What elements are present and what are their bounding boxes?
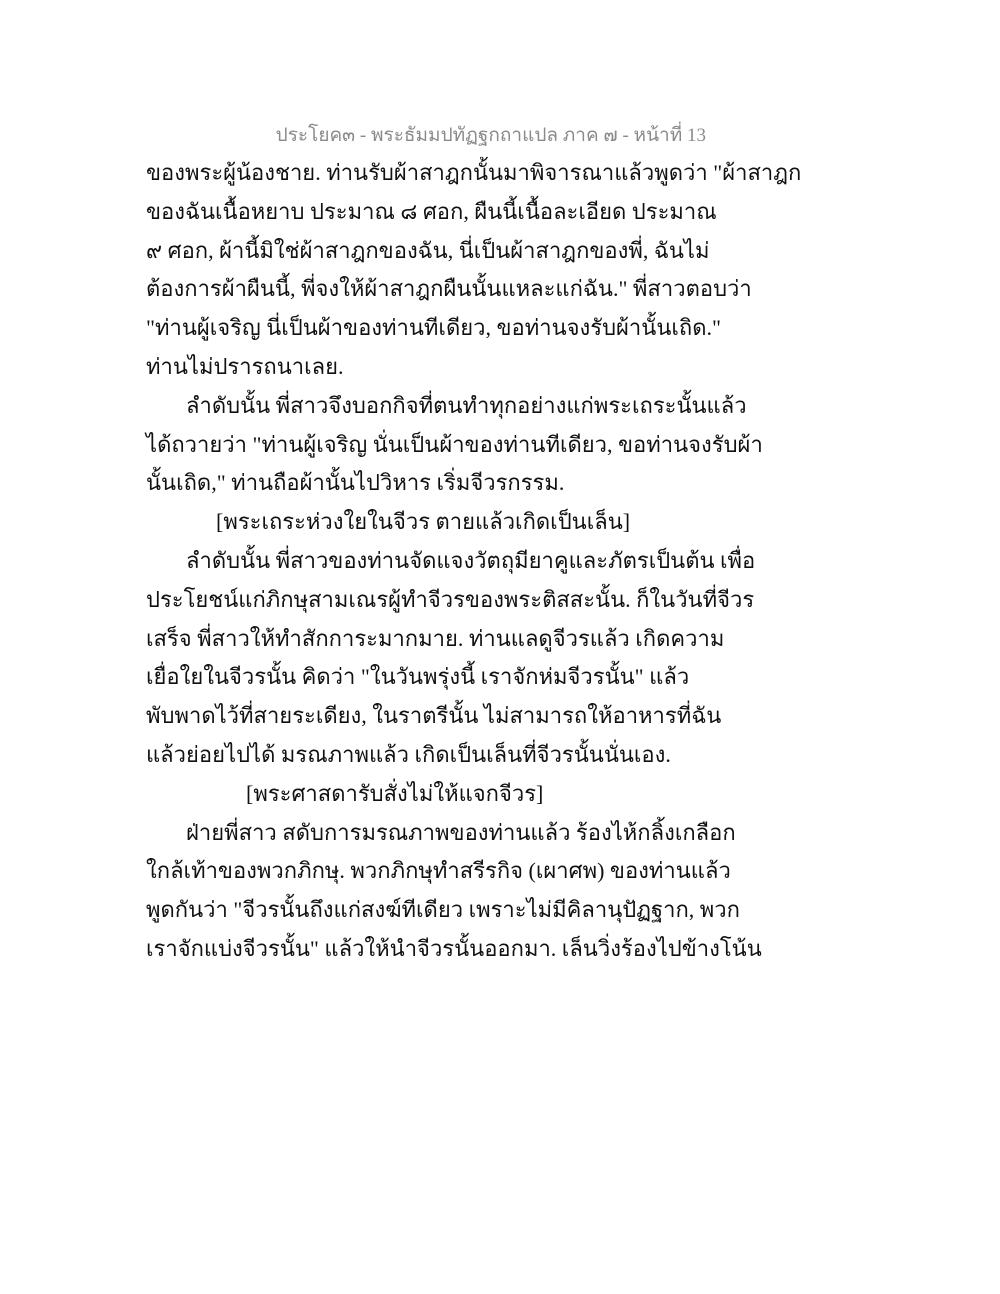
text-line: ของพระผู้น้องชาย. ท่านรับผ้าสาฎกนั้นมาพิจารณาแล้วพูดว่า "ผ้าสาฎก — [146, 160, 802, 185]
text-line: เยื่อใยในจีวรนั้น คิดว่า "ในวันพรุ่งนี้ เราจักห่มจีวรนั้น" แล้ว — [146, 664, 690, 690]
section-heading: [พระศาสดารับสั่งไม่ให้แจกจีวร] — [246, 780, 544, 806]
text-line: เสร็จ พี่สาวให้ทำสักการะมากมาย. ท่านแลดูจีวรแล้ว เกิดความ — [146, 625, 725, 651]
text-line: ลำดับนั้น พี่สาวของท่านจัดแจงวัตถุมียาคูและภัตรเป็นต้น เพื่อ — [186, 547, 756, 573]
text-line: นั้นเถิด," ท่านถือผ้านั้นไปวิหาร เริ่มจีวรกรรม. — [146, 470, 565, 496]
text-line: พูดกันว่า "จีวรนั้นถึงแก่สงฆ์ทีเดียว เพราะไม่มีคิลานุปัฏฐาก, พวก — [146, 897, 740, 923]
section-heading: [พระเถระห่วงใยในจีวร ตายแล้วเกิดเป็นเล็น] — [216, 509, 631, 535]
text-line: ต้องการผ้าผืนนี้, พี่จงให้ผ้าสาฎกผืนนั้นแหละแก่ฉัน." พี่สาวตอบว่า — [146, 276, 752, 302]
text-line: ประโยชน์แก่ภิกษุสามเณรผู้ทำจีวรของพระติสสะนั้น. ก็ในวันที่จีวร — [146, 586, 755, 612]
text-line: เราจักแบ่งจีวรนั้น" แล้วให้นำจีวรนั้นออกมา. เล็นวิ่งร้องไปข้างโน้น — [146, 935, 762, 961]
text-line: ฝ่ายพี่สาว สดับการมรณภาพของท่านแล้ว ร้องไห้กลิ้งเกลือก — [186, 819, 736, 845]
text-line: ได้ถวายว่า "ท่านผู้เจริญ นั่นเป็นผ้าของท่านทีเดียว, ขอท่านจงรับผ้า — [146, 431, 763, 457]
running-header: ประโยค๓ - พระธัมมปทัฏฐกถาแปล ภาค ๗ - หน้าที่ 13 — [275, 125, 706, 146]
text-line: ใกล้เท้าของพวกภิกษุ. พวกภิกษุทำสรีรกิจ (เผาศพ) ของท่านแล้ว — [146, 858, 731, 884]
document-page — [146, 118, 802, 969]
body-text — [146, 154, 802, 969]
text-line: "ท่านผู้เจริญ นี่เป็นผ้าของท่านทีเดียว, ขอท่านจงรับผ้านั้นเถิด." — [146, 315, 721, 341]
text-line: พับพาดไว้ที่สายระเดียง, ในราตรีนั้น ไม่สามารถให้อาหารที่ฉัน — [146, 703, 722, 729]
text-line: ท่านไม่ปรารถนาเลย. — [146, 353, 344, 379]
text-line: ของฉันเนื้อหยาบ ประมาณ ๘ ศอก, ผืนนี้เนื้อละเอียด ประมาณ — [146, 198, 717, 224]
text-line: ลำดับนั้น พี่สาวจึงบอกกิจที่ตนทำทุกอย่างแก่พระเถระนั้นแล้ว — [186, 392, 747, 418]
text-line: ๙ ศอก, ผ้านี้มิใช่ผ้าสาฎกของฉัน, นี่เป็นผ้าสาฎกของพี่, ฉันไม่ — [146, 237, 710, 263]
text-line: แล้วย่อยไปได้ มรณภาพแล้ว เกิดเป็นเล็นที่จีวรนั้นนั่นเอง. — [146, 741, 671, 767]
